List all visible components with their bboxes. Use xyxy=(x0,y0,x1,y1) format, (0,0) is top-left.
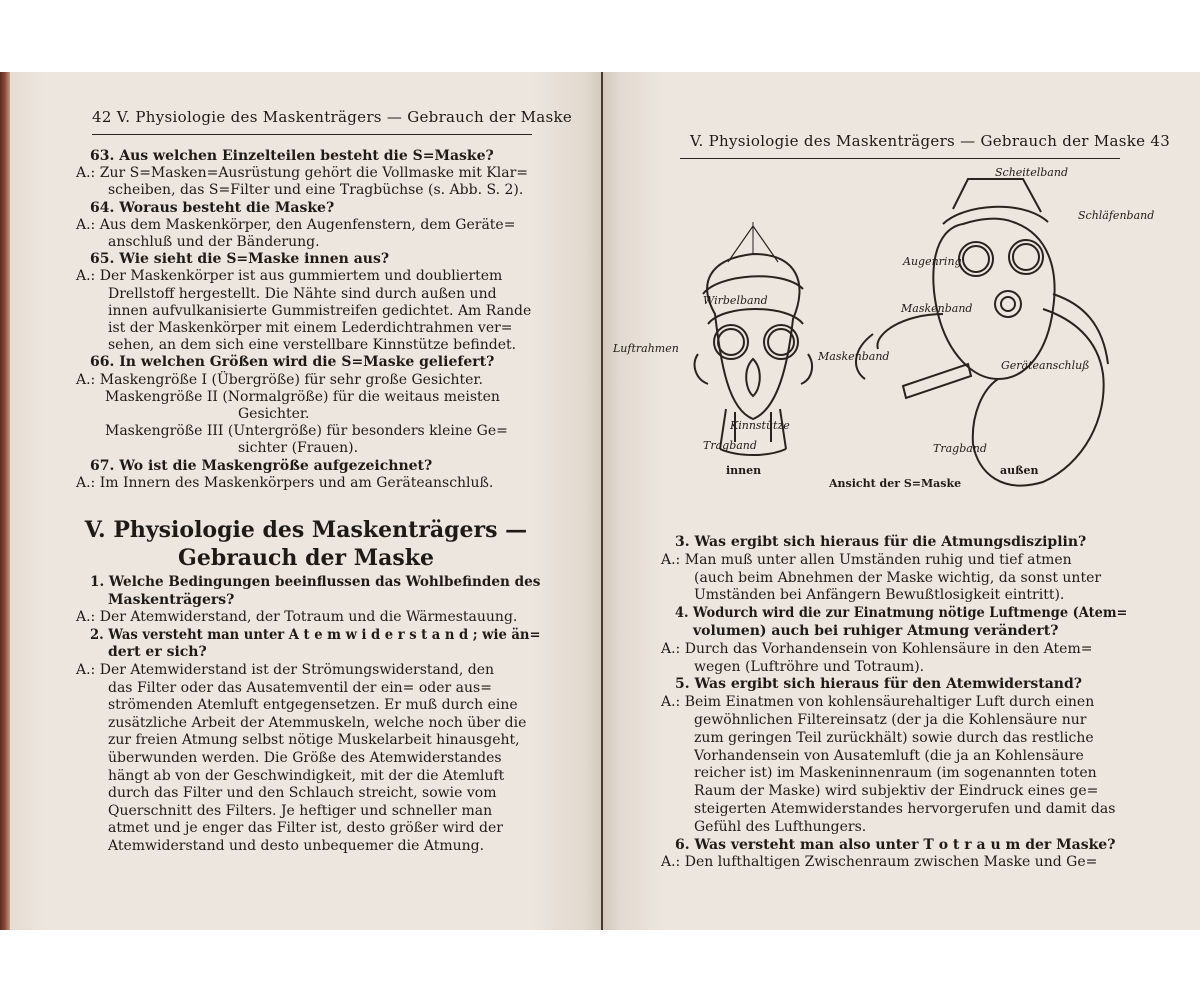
right-page xyxy=(603,72,1200,930)
question-line: 6. Was versteht man also unter T o t r a u m der Maske? xyxy=(675,836,1116,853)
label-schlaefenband: Schläfenband xyxy=(1078,209,1155,222)
running-header-left: 42 V. Physiologie des Maskenträgers — Gebrauch der Maske xyxy=(92,108,573,126)
text-line: Umständen bei Anfängern Bewußtlosigkeit eintritt). xyxy=(694,587,1065,604)
section-title-line1: V. Physiologie des Maskenträgers — xyxy=(84,517,528,543)
text-line: reicher ist) im Maskeninnenraum (im sogenannten toten xyxy=(694,765,1097,782)
question-line: 63. Aus welchen Einzelteilen besteht die S=Maske? xyxy=(90,148,494,164)
label-luftrahmen: Luftrahmen xyxy=(613,342,679,355)
caption-innen: innen xyxy=(726,464,762,477)
left-page xyxy=(10,72,602,930)
running-header-right: V. Physiologie des Maskenträgers — Gebrauch der Maske 43 xyxy=(690,132,1171,150)
question-line: volumen) auch bei ruhiger Atmung verändert? xyxy=(693,623,1059,639)
text-line: Maskengröße II (Normalgröße) für die weitaus meisten xyxy=(105,388,500,405)
header-rule xyxy=(92,134,532,135)
text-line: Atemwiderstand und desto unbequemer die Atmung. xyxy=(108,838,485,854)
question-line: 2. Was versteht man unter A t e m w i d e r s t a n d ; wie än= xyxy=(90,626,541,643)
label-kinnstuetze: Kinnstütze xyxy=(730,419,790,432)
question-line: 67. Wo ist die Maskengröße aufgezeichnet? xyxy=(90,457,433,474)
text-line: wegen (Luftröhre und Totraum). xyxy=(694,658,925,675)
text-line: Maskengröße III (Untergröße) für besonders kleine Ge= xyxy=(105,423,508,440)
text-line: Gefühl des Lufthungers. xyxy=(694,818,867,835)
answer-line: A.: Beim Einatmen von kohlensäurehaltiger Luft durch einen xyxy=(661,694,1095,711)
open-book xyxy=(0,72,1200,930)
text-line: zur freien Atmung selbst nötige Muskelarbeit hinausgeht, xyxy=(108,732,520,749)
text-line: hängt ab von der Geschwindigkeit, mit der die Atemluft xyxy=(108,767,505,784)
answer-line: A.: Der Atemwiderstand ist der Strömungswiderstand, den xyxy=(76,662,495,678)
question-line: 4. Wodurch wird die zur Einatmung nötige Luftmenge (Atem= xyxy=(675,605,1128,622)
text-line: steigerten Atemwiderstandes hervorgerufen und damit das xyxy=(694,801,1116,817)
text-line: ist der Maskenkörper mit einem Lederdichtrahmen ver= xyxy=(108,320,513,336)
answer-line: A.: Im Innern des Maskenkörpers und am Geräteanschluß. xyxy=(76,474,494,491)
label-maskenband-right: Maskenband xyxy=(901,302,973,315)
label-wirbelband: Wirbelband xyxy=(703,294,768,307)
text-line: sehen, an dem sich eine verstellbare Kinnstütze befindet. xyxy=(108,337,517,354)
text-line: überwunden werden. Die Größe des Atemwiderstandes xyxy=(108,750,502,766)
answer-line: A.: Der Maskenkörper ist aus gummiertem und doubliertem xyxy=(76,268,503,285)
mask-illustration xyxy=(603,164,1200,509)
text-line: das Filter oder das Ausatemventil der ein= oder aus= xyxy=(108,679,492,696)
book-edge xyxy=(0,72,10,930)
text-line: strömenden Atemluft entgegensetzen. Er muß durch eine xyxy=(108,697,518,714)
text-line: zusätzliche Arbeit der Atemmuskeln, welche noch über die xyxy=(108,714,527,731)
text-line: durch das Filter und den Schlauch streicht, sowie vom xyxy=(108,785,497,802)
label-maskenband-left: Maskenband xyxy=(818,350,890,363)
question-line: Maskenträgers? xyxy=(108,591,235,608)
text-line: (auch beim Abnehmen der Maske wichtig, da sonst unter xyxy=(694,569,1102,586)
question-line: 64. Woraus besteht die Maske? xyxy=(90,199,335,216)
text-line: Querschnitt des Filters. Je heftiger und schneller man xyxy=(108,802,493,819)
section-title-line2: Gebrauch der Maske xyxy=(178,545,434,571)
text-line: gewöhnlichen Filtereinsatz (der ja die Kohlensäure nur xyxy=(694,712,1087,728)
text-line: innen aufvulkanisierte Gummistreifen gedichtet. Am Rande xyxy=(108,302,532,319)
caption-aussen: außen xyxy=(1000,464,1039,477)
text-line: Vorhandensein von Ausatemluft (die ja an Kohlensäure xyxy=(694,747,1084,764)
text-line: sichter (Frauen). xyxy=(238,440,359,457)
answer-line: A.: Durch das Vorhandensein von Kohlensäure in den Atem= xyxy=(661,640,1093,657)
text-line: zum geringen Teil zurückhält) sowie durch das restliche xyxy=(694,729,1094,746)
answer-line: A.: Der Atemwiderstand, der Totraum und die Wärmestauung. xyxy=(76,609,518,626)
header-rule xyxy=(680,158,1120,159)
label-geraeteanschluss: Geräteanschluß xyxy=(1001,359,1090,372)
text-line: Drellstoff hergestellt. Die Nähte sind durch außen und xyxy=(108,285,497,302)
label-scheitelband: Scheitelband xyxy=(995,166,1068,179)
text-line: atmet und je enger das Filter ist, desto größer wird der xyxy=(108,820,503,837)
text-line: scheiben, das S=Filter und eine Tragbüchse (s. Abb. S. 2). xyxy=(108,182,524,199)
answer-line: A.: Zur S=Masken=Ausrüstung gehört die Vollmaske mit Klar= xyxy=(76,165,528,182)
label-tragband-left: Tragband xyxy=(703,439,757,452)
answer-line: A.: Man muß unter allen Umständen ruhig und tief atmen xyxy=(661,551,1072,568)
answer-line: A.: Aus dem Maskenkörper, den Augenfenstern, dem Geräte= xyxy=(76,216,516,233)
text-line: anschluß und der Bänderung. xyxy=(108,234,320,250)
text-line: Raum der Maske) wird subjektiv der Eindruck eines ge= xyxy=(694,783,1099,800)
text-line: Gesichter. xyxy=(238,406,310,422)
question-line: 1. Welche Bedingungen beeinflussen das Wohlbefinden des xyxy=(90,574,541,590)
question-line: 65. Wie sieht die S=Maske innen aus? xyxy=(90,251,390,268)
question-line: dert er sich? xyxy=(108,644,207,661)
question-line: 66. In welchen Größen wird die S=Maske geliefert? xyxy=(90,354,495,371)
answer-line: A.: Maskengröße I (Übergröße) für sehr große Gesichter. xyxy=(76,371,484,388)
figure-caption: Ansicht der S=Maske xyxy=(829,477,962,490)
question-line: 3. Was ergibt sich hieraus für die Atmungsdisziplin? xyxy=(675,534,1087,550)
answer-line: A.: Den lufthaltigen Zwischenraum zwischen Maske und Ge= xyxy=(661,854,1098,871)
label-tragband-right: Tragband xyxy=(933,442,987,455)
question-line: 5. Was ergibt sich hieraus für den Atemwiderstand? xyxy=(675,676,1082,693)
label-augenring: Augenring xyxy=(903,255,962,268)
gas-mask-figure xyxy=(603,164,1200,509)
